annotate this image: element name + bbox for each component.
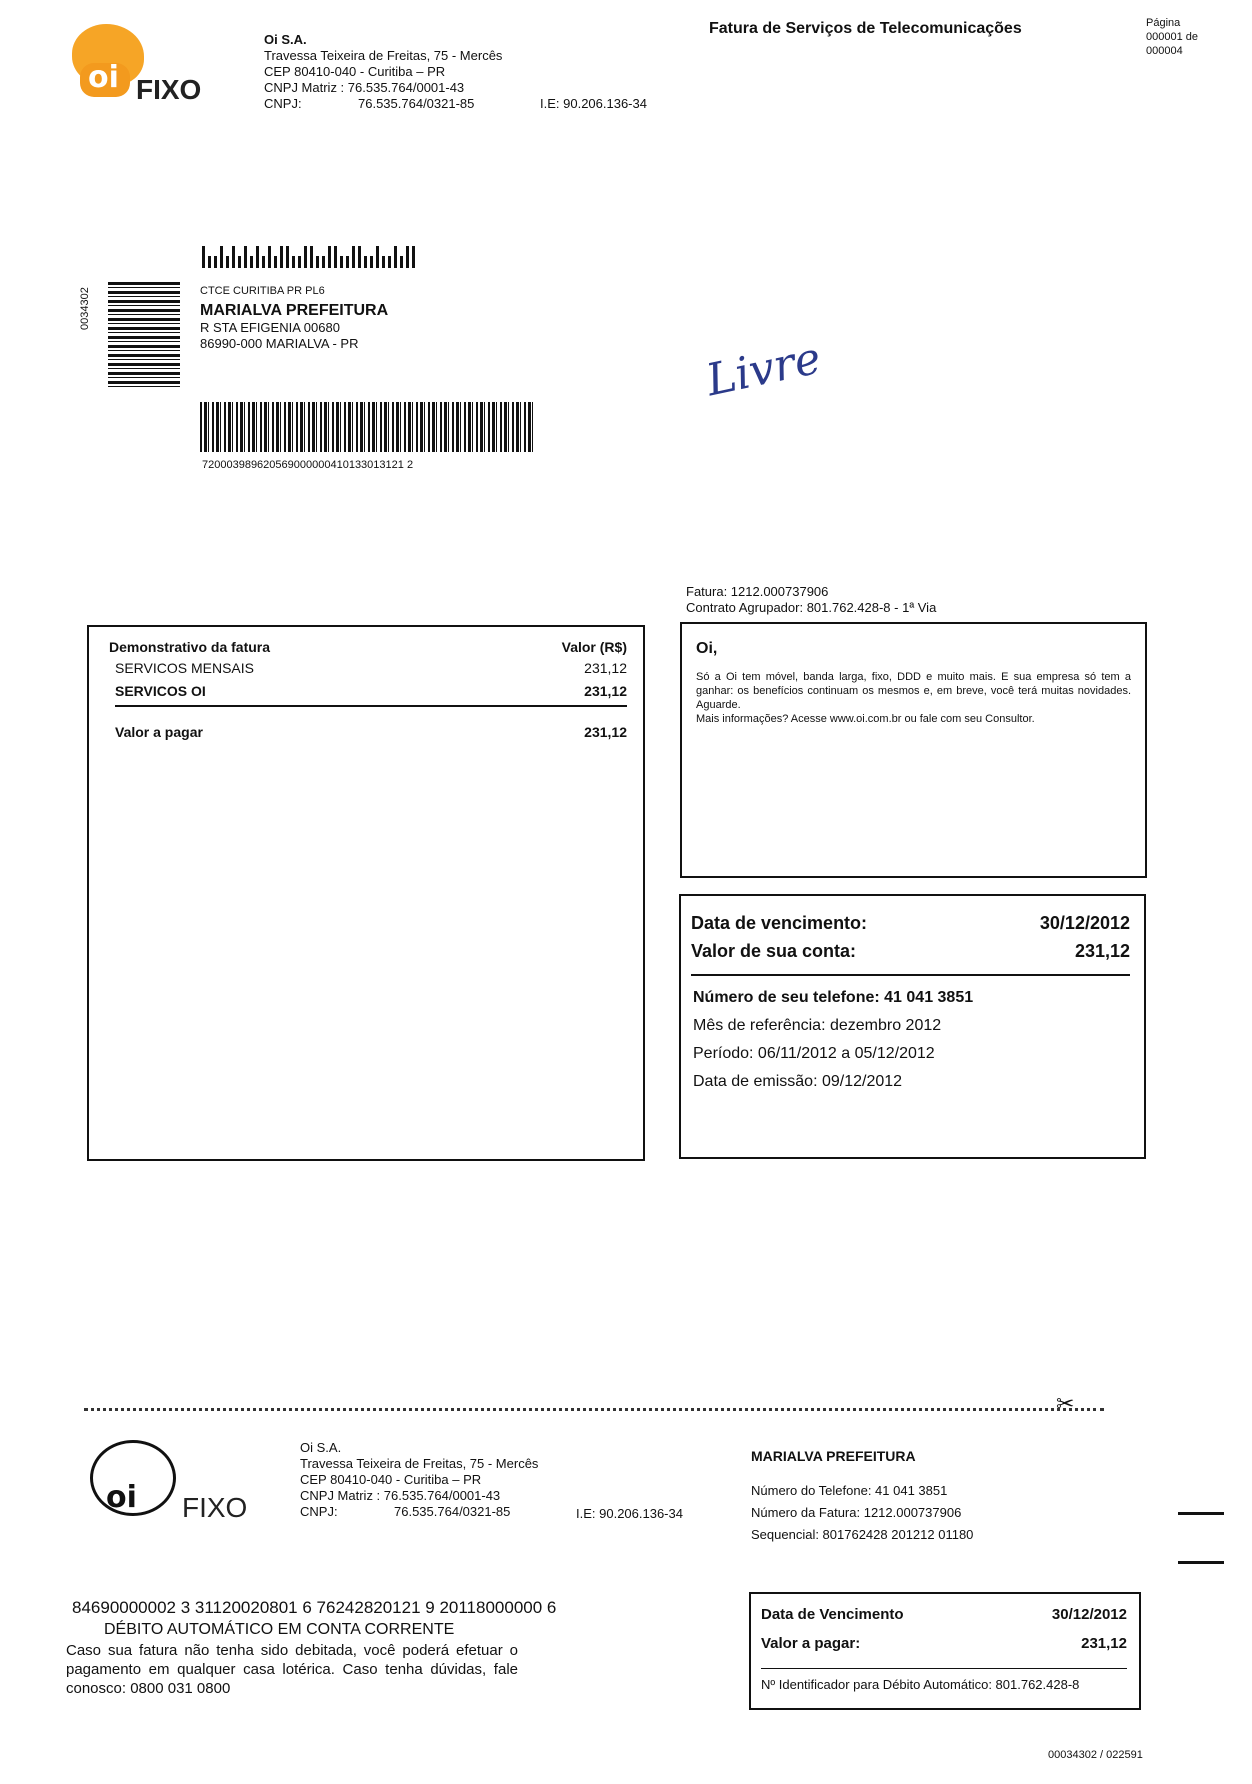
summary-reference-month: Mês de referência: dezembro 2012: [693, 1017, 942, 1034]
stub-company-name: Oi S.A.: [300, 1440, 342, 1455]
summary-amount-value: 231,12: [1074, 941, 1130, 961]
handwritten-note: Livre: [701, 332, 826, 407]
summary-box: [679, 894, 1146, 1159]
summary-amount-label: Valor de sua conta:: [691, 941, 857, 961]
stub-company-cnpj-label: CNPJ:: [300, 1504, 338, 1519]
stub-due-label: Data de Vencimento: [761, 1606, 904, 1623]
contract-number: Contrato Agrupador: 801.762.428-8 - 1ª Via: [686, 600, 937, 615]
edge-mark: [1178, 1561, 1224, 1564]
stub-company-cnpj-value: 76.535.764/0321-85: [394, 1504, 511, 1519]
summary-period: Período: 06/11/2012 a 05/12/2012: [693, 1045, 935, 1062]
statement-row-label: SERVICOS MENSAIS: [115, 660, 255, 676]
statement-divider: [115, 705, 627, 707]
stub-sequence: Sequencial: 801762428 201212 01180: [751, 1527, 974, 1542]
summary-amount-row: [691, 940, 1130, 962]
statement-row-value: 231,12: [584, 660, 627, 676]
recipient-street: R STA EFIGENIA 00680: [200, 320, 340, 335]
company-ie: I.E: 90.206.136-34: [540, 96, 647, 111]
stub-payment-box: [749, 1592, 1141, 1710]
summary-due-row: [691, 912, 1130, 934]
stub-debit-text: Caso sua fatura não tenha sido debitada, você poderá efetuar o pagamento em qualquer casa lotérica. Caso tenha dúvidas, fale conosco: 0800 031 0800: [66, 1642, 518, 1697]
page-counter: [1146, 16, 1198, 58]
message-greeting: Oi,: [696, 640, 718, 657]
message-text: Só a Oi tem móvel, banda larga, fixo, DDD e muito mais. E sua empresa só tem a ganhar: os benefícios continuam os mesmos e, em breve, você terá muitas novidades. Aguarde.: [696, 671, 1131, 711]
company-name: Oi S.A.: [264, 32, 307, 47]
stub-debit-title: DÉBITO AUTOMÁTICO EM CONTA CORRENTE: [104, 1621, 455, 1638]
page-total: 000004: [1146, 45, 1183, 57]
stub-due-value: 30/12/2012: [1051, 1606, 1127, 1623]
side-2d-barcode: [108, 282, 180, 388]
recipient-name: MARIALVA PREFEITURA: [200, 302, 389, 319]
page-value: 000001 de: [1146, 31, 1198, 43]
stub-amount-row: [761, 1635, 1127, 1652]
statement-total-value: 231,12: [584, 724, 627, 740]
company-cnpj-label: CNPJ:: [264, 96, 302, 111]
summary-due-label: Data de vencimento:: [691, 913, 868, 933]
stub-amount-value: 231,12: [1081, 1635, 1127, 1652]
stub-due-row: [761, 1606, 1127, 1623]
stub-logo-fixo: FIXO: [182, 1492, 248, 1523]
statement-row: [109, 659, 627, 678]
stub-company-address: Travessa Teixeira de Freitas, 75 - Mercês: [300, 1456, 539, 1471]
statement-row: [109, 682, 627, 701]
statement-value-header: Valor (R$): [561, 639, 627, 655]
stub-amount-label: Valor a pagar:: [761, 1635, 861, 1652]
company-block: [264, 32, 647, 112]
company-cnpj-matriz: CNPJ Matriz : 76.535.764/0001-43: [264, 80, 465, 95]
page-label: Página: [1146, 17, 1181, 29]
stub-customer-block: [751, 1448, 973, 1546]
summary-divider: [691, 974, 1130, 976]
recipient-city: 86990-000 MARIALVA - PR: [200, 336, 359, 351]
company-address: Travessa Teixeira de Freitas, 75 - Mercês: [264, 48, 503, 63]
side-code: 0034302: [79, 287, 91, 330]
address-barcode: [200, 402, 536, 452]
stub-phone: Número do Telefone: 41 041 3851: [751, 1483, 948, 1498]
scissors-icon: ✂: [1056, 1392, 1075, 1417]
routing-code: CTCE CURITIBA PR PL6: [200, 285, 325, 297]
summary-issue-date: Data de emissão: 09/12/2012: [693, 1073, 903, 1090]
stub-logo-oi: oi: [106, 1480, 137, 1515]
statement-total: [109, 723, 627, 742]
invoice-number: Fatura: 1212.000737906: [686, 584, 829, 599]
stub-debit-id: Nº Identificador para Débito Automático: 801.762.428-8: [761, 1677, 1080, 1692]
footer-code: 00034302 / 022591: [1048, 1749, 1143, 1761]
statement-total-label: Valor a pagar: [115, 724, 203, 740]
invoice-ref: [686, 584, 936, 616]
postal-barcode: [202, 244, 418, 268]
company-cnpj-value: 76.535.764/0321-85: [358, 96, 475, 111]
cut-line: [84, 1408, 1104, 1411]
message-more-info: Mais informações? Acesse www.oi.com.br ou fale com seu Consultor.: [696, 713, 1035, 725]
document-title: Fatura de Serviços de Telecomunicações: [709, 20, 1022, 37]
edge-mark: [1178, 1512, 1224, 1515]
company-cep: CEP 80410-040 - Curitiba – PR: [264, 64, 446, 79]
summary-due-value: 30/12/2012: [1039, 913, 1130, 933]
stub-company-cnpj-matriz: CNPJ Matriz : 76.535.764/0001-43: [300, 1488, 501, 1503]
logo-fixo-word: FIXO: [136, 74, 202, 105]
statement-title: Demonstrativo da fatura: [109, 639, 271, 655]
statement-row-label: SERVICOS OI: [115, 683, 206, 699]
statement-box: [87, 625, 645, 1161]
stub-digitable-line: 84690000002 3 31120020801 6 76242820121 9 20118000000 6: [72, 1598, 557, 1617]
statement-row-value: 231,12: [584, 683, 627, 699]
stub-invoice-number: Número da Fatura: 1212.000737906: [751, 1505, 962, 1520]
stub-divider: [761, 1668, 1127, 1669]
summary-phone: Número de seu telefone: 41 041 3851: [693, 989, 974, 1006]
logo-oi-letters: oi: [88, 60, 119, 95]
stub-company-cep: CEP 80410-040 - Curitiba – PR: [300, 1472, 482, 1487]
stub-company-ie: I.E: 90.206.136-34: [576, 1506, 683, 1521]
stub-company-block: [300, 1440, 683, 1521]
address-barcode-number: 720003989620569000000410133013121 2: [202, 459, 414, 471]
stub-customer-name: MARIALVA PREFEITURA: [751, 1448, 916, 1464]
message-box: [680, 622, 1147, 878]
recipient-address: [200, 284, 388, 352]
